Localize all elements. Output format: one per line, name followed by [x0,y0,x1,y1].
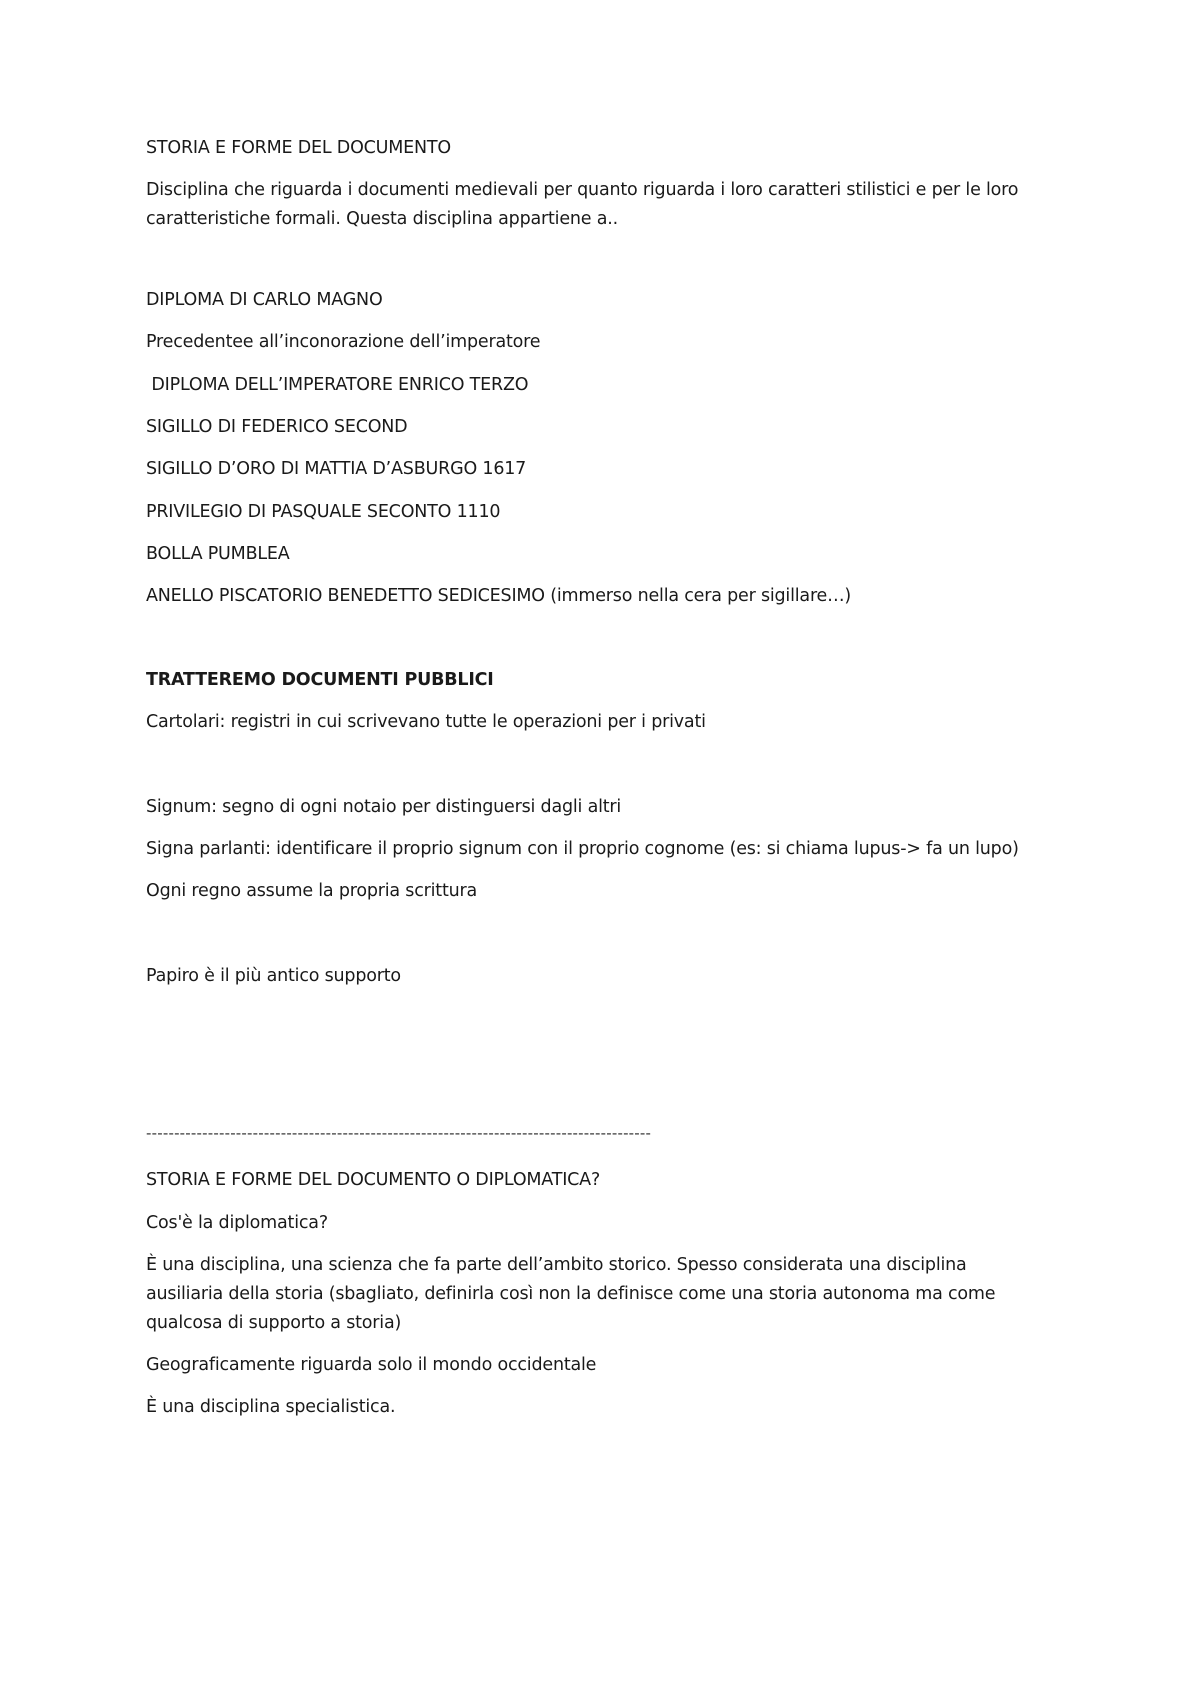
document-title: STORIA E FORME DEL DOCUMENTO [146,138,451,158]
question-text: Cos'è la diplomatica? [146,1213,328,1233]
list-item: Precedentee all’inconorazione dell’imperatore [146,332,541,352]
list-item: SIGILLO D’ORO DI MATTIA D’ASBURGO 1617 [146,459,527,479]
definition-paragraph: È una disciplina, una scienza che fa parte dell’ambito storico. Spesso considerata una disciplina ausiliaria della storia (sbagliato, definirla così non la definisce come una storia autonoma ma come qualcosa di supporto a storia) [146,1255,996,1333]
cartolari-text: Cartolari: registri in cui scrivevano tutte le operazioni per i privati [146,712,706,732]
section-heading: TRATTEREMO DOCUMENTI PUBBLICI [146,670,494,690]
list-item: SIGILLO DI FEDERICO SECOND [146,417,408,437]
list-item: PRIVILEGIO DI PASQUALE SECONTO 1110 [146,502,501,522]
list-item: ANELLO PISCATORIO BENEDETTO SEDICESIMO (immerso nella cera per sigillare…) [146,586,852,606]
papiro-text: Papiro è il più antico supporto [146,966,401,986]
ogni-regno-text: Ogni regno assume la propria scrittura [146,881,478,901]
section-divider: ------------------------------------------------------------------------------------------ [146,1124,652,1142]
signum-text: Signum: segno di ogni notaio per distinguersi dagli altri [146,797,622,817]
list-item: BOLLA PUMBLEA [146,544,290,564]
document-title-2: STORIA E FORME DEL DOCUMENTO O DIPLOMATICA? [146,1170,601,1190]
list-item: DIPLOMA DI CARLO MAGNO [146,290,383,310]
geografia-text: Geograficamente riguarda solo il mondo occidentale [146,1355,597,1375]
signa-parlanti-text: Signa parlanti: identificare il proprio signum con il proprio cognome (es: si chiama lupus-> fa un lupo) [146,839,1019,859]
list-item: DIPLOMA DELL’IMPERATORE ENRICO TERZO [146,375,529,395]
intro-paragraph: Disciplina che riguarda i documenti medievali per quanto riguarda i loro caratteri stilistici e per le loro caratteristiche formali. Questa disciplina appartiene a.. [146,180,1019,229]
specialistica-text: È una disciplina specialistica. [146,1397,396,1417]
